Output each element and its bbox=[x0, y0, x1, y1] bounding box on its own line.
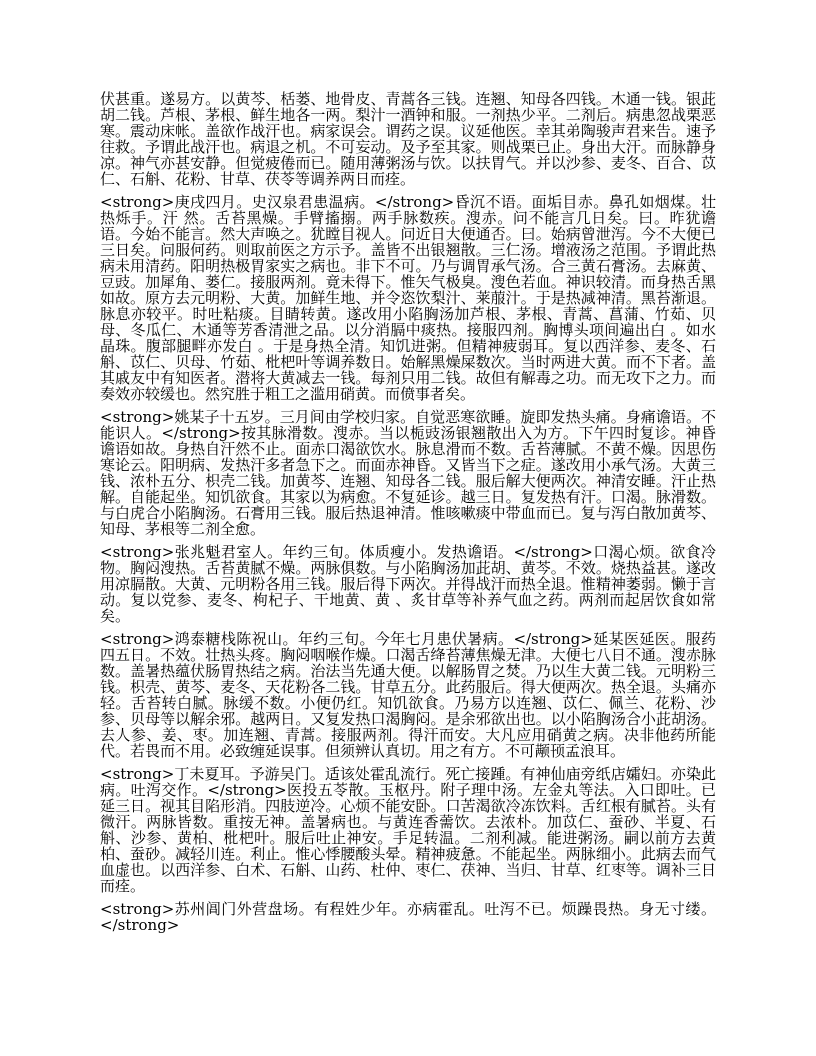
paragraph: <strong>庚戌四月。史汉泉君患温病。</strong>昏沉不语。面垢目赤。鼻孔如烟煤。壮热烁手。汗 然。舌苔黑燥。手臂搐搦。两手脉数疾。溲赤。问不能言几日矣。曰。昨犹谵语。今始不能言。然大声唤之。犹瞠目视人。问近日大便通否。曰。始病曾泄泻。今不大便已三日矣。问服何药。则取前医之方示予。盖皆不出银翘散。三仁汤。增液汤之范围。予谓此热病未用清药。阳明热极胃家实之病也。非下不可。乃与调胃承气汤。合三黄石膏汤。去麻黄、豆豉。加犀角、蒌仁。接服两剂。竟未得下。惟矢气极臭。溲色若血。神识较清。而身热舌黑如故。原方去元明粉、大黄。加鲜生地、并令恣饮梨汁、莱菔汁。于是热减神清。黑苔渐退。脉息亦较平。时吐粘痰。目睛转黄。遂改用小陷胸汤加芦根、茅根、青蒿、菖蒲、竹茹、贝母、冬瓜仁、木通等芳香清泄之品。以分消膈中痰热。接服四剂。胸博头项间遍出白 。如水晶珠。腹部腿畔亦发白 。于是身热全清。知饥进粥。但精神疲弱耳。复以西洋参、麦冬、石斛、苡仁、贝母、竹茹、枇杷叶等调养数日。始解黑燥屎数次。当时两进大黄。而不下者。盖其戚友中有知医者。潜将大黄减去一钱。每剂只用二钱。故但有解毒之功。而无攻下之力。而奏效亦较缓也。然究胜于粗工之滥用硝黄。而偾事者矣。 bbox=[100, 193, 716, 403]
paragraph: <strong>苏州阊门外营盘场。有程姓少年。亦病霍乱。吐泻不已。烦躁畏热。身无寸缕。</strong> bbox=[100, 900, 716, 934]
paragraph: <strong>丁未夏耳。予游吴门。适该处霍乱流行。死亡接踵。有神仙庙旁纸店孀妇。亦染此病。吐泻交作。</strong>医投五苓散。玉枢丹。附子理中汤。左金丸等法。入口即吐。已延三日。视其目陷形消。四肢逆冷。心烦不能安卧。口苦渴欲冷冻饮料。舌红根有腻苔。头有微汗。两脉皆数。重按无神。盖暑病也。与黄连香薷饮。去浓朴。加苡仁、蚕砂、半夏、石斛、沙参、黄柏、枇杷叶。服后吐止神安。手足转温。二剂利减。能进粥汤。嗣以前方去黄柏、蚕砂。减轻川连。利止。惟心悸腰酸头晕。精神疲惫。不能起坐。两脉细小。此病去而气血虚也。以西洋参、白术、石斛、山药、杜仲、枣仁、茯神、当归、甘草、红枣等。调补三日而痊。 bbox=[100, 765, 716, 895]
paragraph: <strong>张兆魁君室人。年约三旬。体质瘦小。发热谵语。</strong>口渴心烦。欲食冷物。胸闷溲热。舌苔黄腻不燥。两脉俱数。与小陷胸汤加茈胡、黄芩。不效。烧热益甚。遂改用凉膈散。大黄、元明粉各用三钱。服后得下两次。并得战汗而热全退。惟精神萎弱。懒于言动。复以党参、麦冬、枸杞子、干地黄、黄 、炙甘草等补养气血之药。两剂而起居饮食如常矣。 bbox=[100, 543, 716, 625]
paragraph: 伏甚重。遂易方。以黄芩、栝蒌、地骨皮、青蒿各三钱。连翘、知母各四钱。木通一钱。银茈胡二钱。芦根、茅根、鲜生地各一两。梨汁一酒钟和服。一剂热少平。二剂后。病患忽战栗恶寒。震动床帐。盖欲作战汗也。病家误会。谓药之误。议延他医。幸其弟陶骏声君来告。速予往救。予谓此战汗也。病退之机。不可妄动。及予至其家。则战栗已止。身出大汗。而脉静身凉。神气亦甚安静。但觉疲倦而已。随用薄粥汤与饮。以扶胃气。并以沙参、麦冬、百合、苡仁、石斛、花粉、甘草、茯苓等调养两日而痊。 bbox=[100, 90, 716, 188]
paragraph: <strong>姚某子十五岁。三月间由学校归家。自觉恶寒欲睡。旋即发热头痛。身痛谵语。不能识人。</strong>按其脉滑数。溲赤。当以栀豉汤银翘散出入为方。下午四时复诊。神昏谵语如故。身热自汗然不止。面赤口渴欲饮水。脉息滑而不数。舌苔薄腻。不黄不燥。因思伤寒论云。阳明病、发热汗多者急下之。而面赤神昏。又皆当下之症。遂改用小承气汤。大黄三钱、浓朴五分、枳壳二钱。加黄芩、连翘、知母各二钱。服后解大便两次。神清安睡。汗止热解。自能起坐。知饥欲食。其家以为病愈。不复延诊。越三日。复发热有汗。口渴。脉滑数。与白虎合小陷胸汤。石膏用三钱。服后热退神清。惟咳嗽痰中带血而已。复与泻白散加黄芩、知母、茅根等二剂全愈。 bbox=[100, 408, 716, 538]
paragraph: <strong>鸿泰糖栈陈祝山。年约三旬。今年七月患伏暑病。</strong>延某医延医。服药四五日。不效。壮热头疼。胸闷咽喉作燥。口渴舌绛苔薄焦燥无津。大便七八日不通。溲赤脉数。盖暑热蕴伏肠胃热结之病。治法当先通大便。以解肠胃之焚。乃以生大黄二钱。元明粉三钱。枳壳、黄芩、麦冬、天花粉各二钱。甘草五分。此药服后。得大便两次。热全退。头痛亦轻。舌苔转白腻。脉缓不数。小便仍红。知饥欲食。乃易方以连翘、苡仁、佩兰、花粉、沙参、贝母等以解余邪。越两日。又复发热口渴胸闷。是余邪欲出也。以小陷胸汤合小茈胡汤。去人参、姜、枣。加连翘、青蒿。接服两剂。得汗而安。大凡应用硝黄之病。决非他药所能代。若畏而不用。必致缠延误事。但须辨认真切。用之有方。不可颟顸孟浪耳。 bbox=[100, 630, 716, 760]
